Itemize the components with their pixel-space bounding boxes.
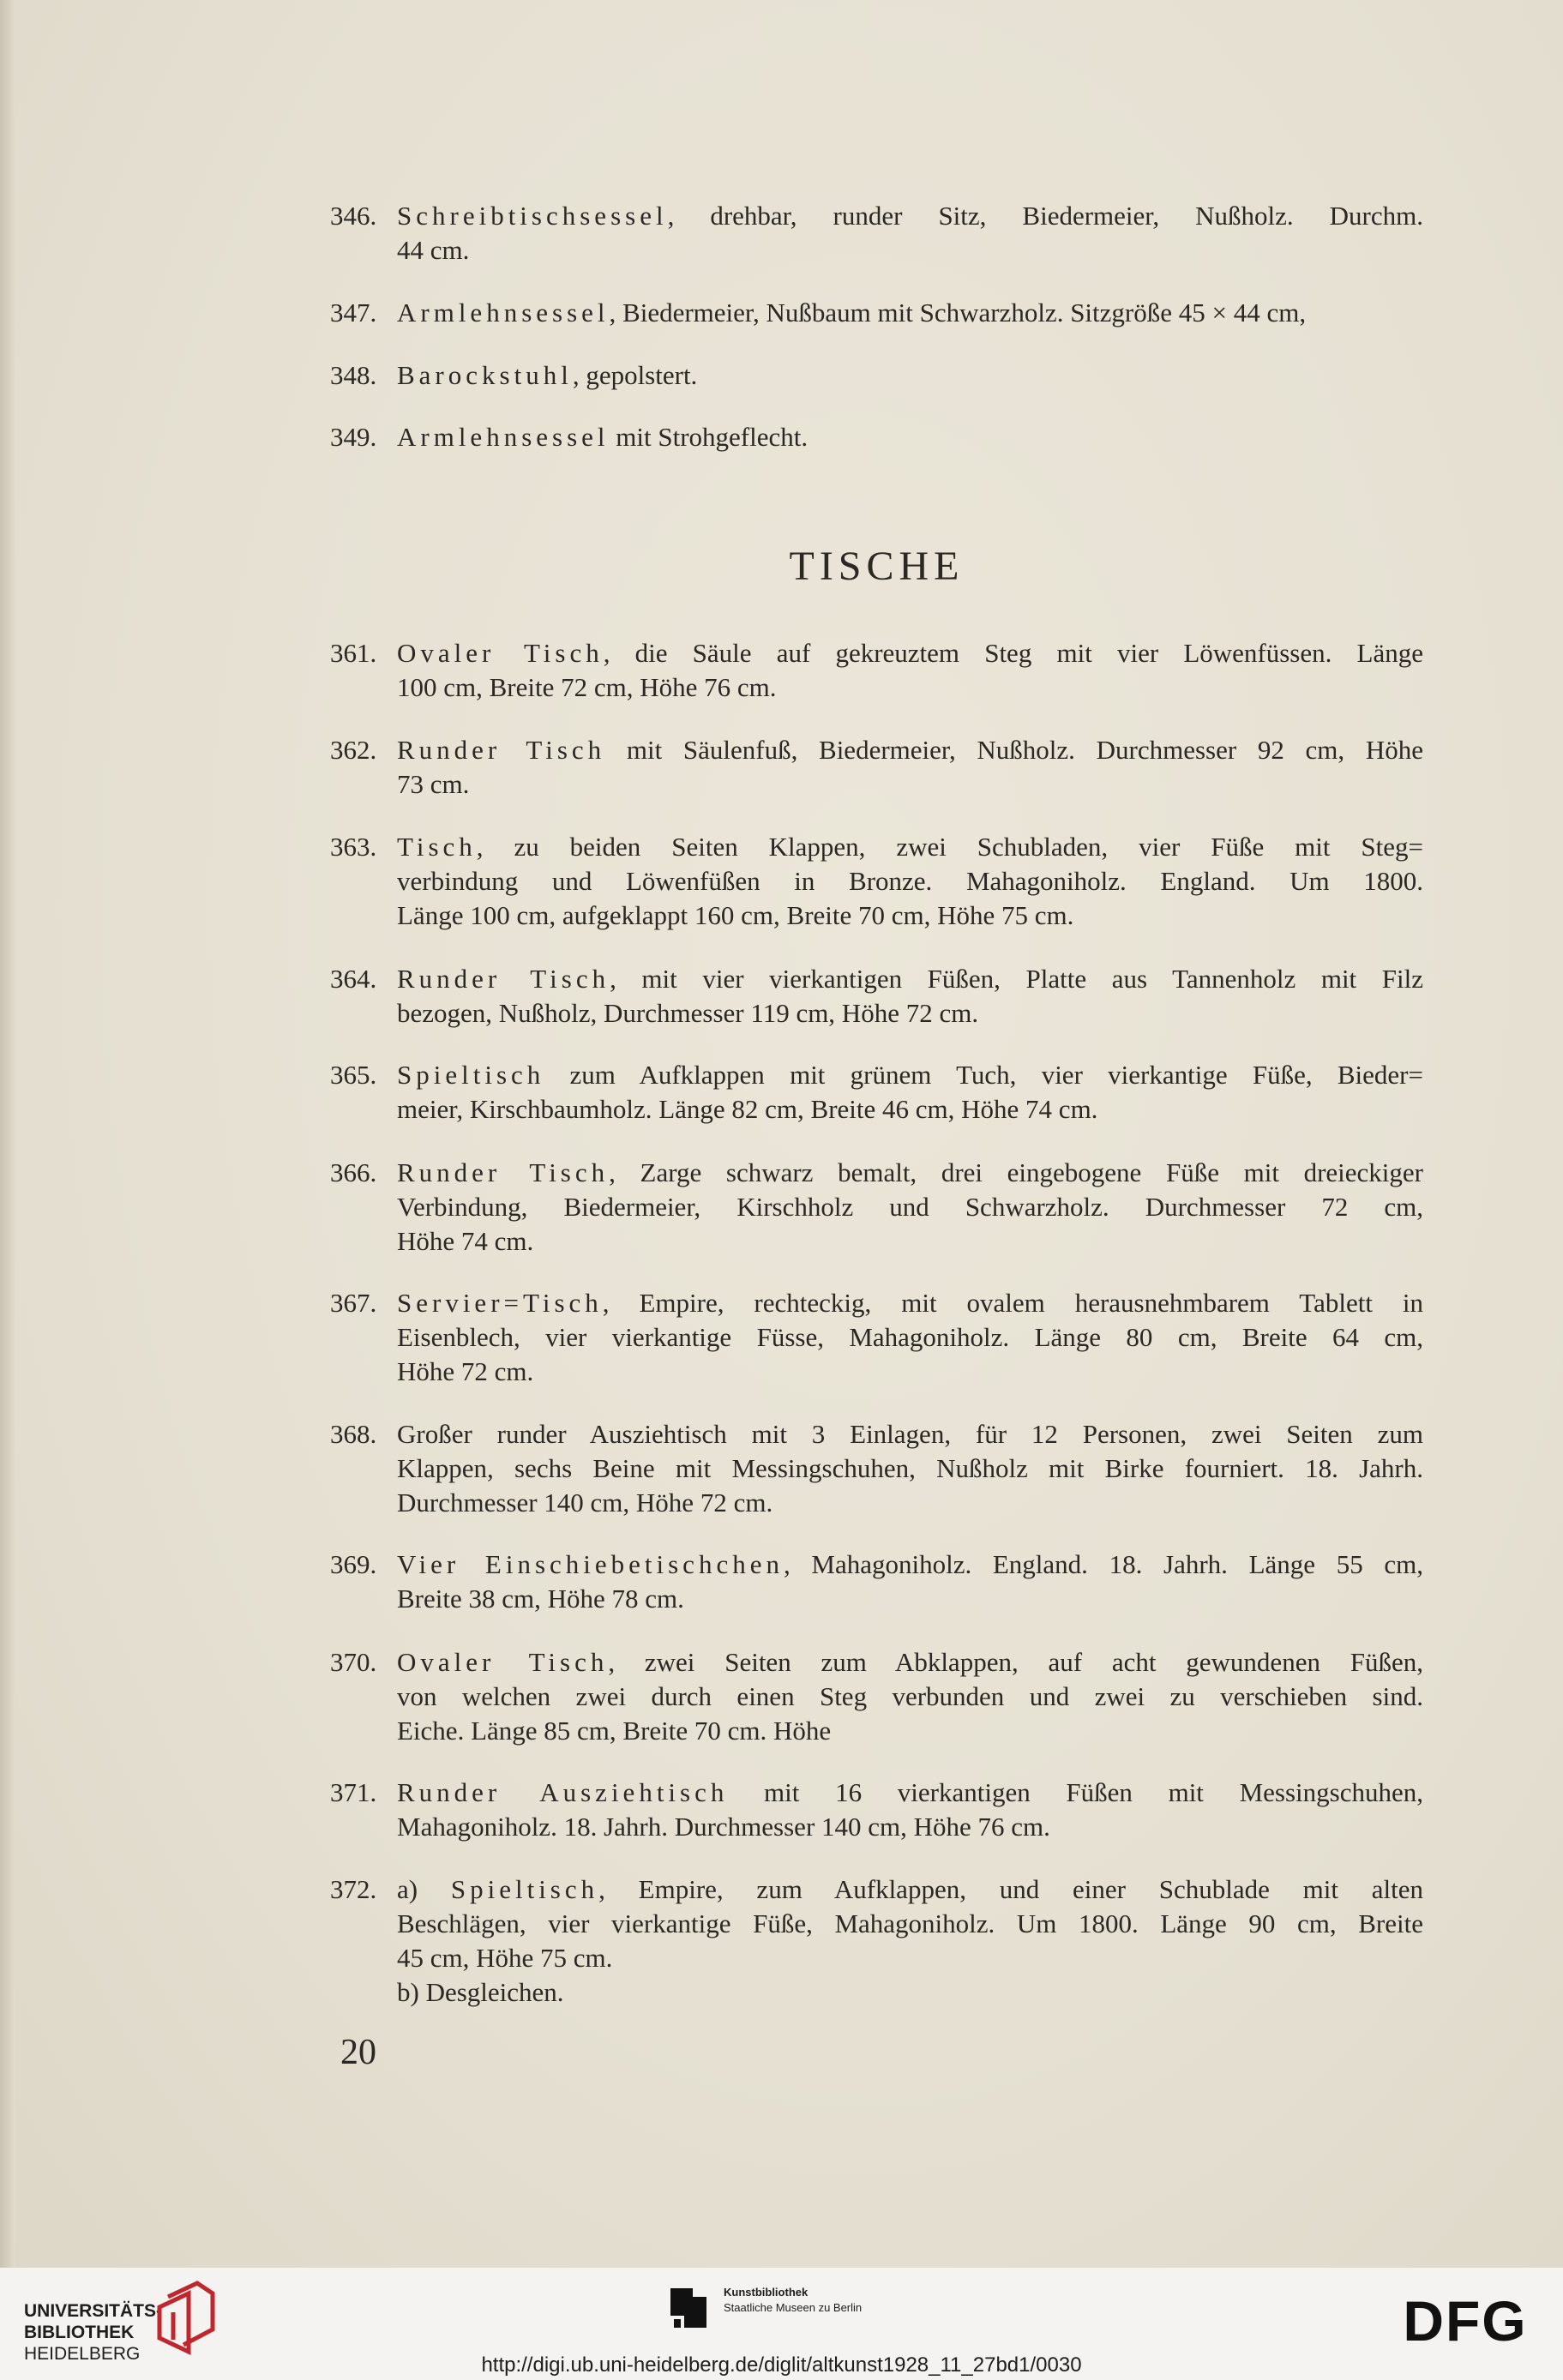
entry-title: Runder Tisch (397, 735, 606, 765)
kunstbibliothek-logo-icon[interactable] (667, 2285, 710, 2332)
entry-text: Armlehnsessel, Biedermeier, Nußbaum mit Schwarzholz. Sitzgröße 45 × 44 cm, (397, 298, 1307, 328)
dfg-logo-text: DFG (1403, 2293, 1528, 2349)
digitization-footer (0, 2268, 1563, 2380)
entry-title: Ovaler Tisch (397, 638, 604, 668)
entry-number: 362. (330, 735, 377, 765)
catalog-entry-348 (330, 358, 1423, 393)
catalog-entry-364 (330, 962, 1423, 1031)
entry-text: Runder Tisch, mit vier vierkantigen Füßen, Platte aus Tannenholz mit Filz bezogen, Nußholz, Durchmesser 119 cm, Höhe 72 cm. (397, 964, 1423, 1028)
ub-heidelberg-logo-icon[interactable] (156, 2278, 216, 2355)
entry-number: 367. (330, 1288, 377, 1318)
entry-text: Ovaler Tisch, zwei Seiten zum Abklappen, auf acht gewundenen Füßen, von welchen zwei durch einen Steg verbunden und zwei zu verschieben sind. Eiche. Länge 85 cm, Breite 70 cm. Höhe (397, 1647, 1423, 1746)
kunstbibliothek-wordmark[interactable]: Kunstbibliothek Staatliche Museen zu Berlin (724, 2286, 863, 2314)
entry-text: Runder Ausziehtisch mit 16 vierkantigen Füßen mit Messingschuhen, Mahagoniholz. 18. Jahrh. Durchmesser 140 cm, Höhe 76 cm. (397, 1777, 1423, 1842)
entry-number: 363. (330, 832, 377, 862)
entry-text: Runder Tisch mit Säulenfuß, Biedermeier, Nußholz. Durchmesser 92 cm, Höhe 73 cm. (397, 735, 1423, 799)
entry-number: 365. (330, 1060, 377, 1090)
ub-heidelberg-wordmark[interactable]: UNIVERSITÄTS- BIBLIOTHEK HEIDELBERG (24, 2301, 163, 2364)
entry-title: Spieltisch (450, 1874, 599, 1904)
catalog-entry-347 (330, 296, 1423, 330)
catalog-entry-362 (330, 733, 1423, 802)
entry-text: Servier=Tisch, Empire, rechteckig, mit ovalem herausnehmbarem Tablett in Eisenblech, vier vierkantige Füsse, Mahagoniholz. Länge 80 cm, Breite 64 cm, Höhe 72 cm. (397, 1288, 1423, 1386)
entry-title: Vier Einschiebetischchen (397, 1549, 784, 1579)
catalog-entry-369 (330, 1548, 1423, 1616)
entry-text: Armlehnsessel mit Strohgeflecht. (397, 422, 809, 452)
entry-number: 348. (330, 360, 377, 390)
entry-text: Tisch, zu beiden Seiten Klappen, zwei Schubladen, vier Füße mit Steg= verbindung und Löwenfüßen in Bronze. Mahagoniholz. England. Um 1800. Länge 100 cm, aufgeklappt 160 cm, Breite 70 cm, Höhe 75 cm. (397, 832, 1423, 930)
catalog-entry-367 (330, 1286, 1423, 1389)
catalog-entry-346 (330, 199, 1423, 267)
entry-text: a) Spieltisch, Empire, zum Aufklappen, und einer Schublade mit alten Beschlägen, vier vierkantige Füße, Mahagoniholz. Um 1800. Länge 90 cm, Breite 45 cm, Höhe 75 cm. b) Desgleichen. (397, 1874, 1423, 2007)
entry-number: 369. (330, 1549, 377, 1579)
entry-title: Barockstuhl (397, 360, 573, 390)
entry-title: Ovaler Tisch (397, 1647, 609, 1677)
entry-title: Runder Ausziehtisch (397, 1777, 729, 1807)
entry-number: 372. (330, 1874, 377, 1904)
entry-title: Spieltisch (397, 1060, 545, 1090)
entry-title: Armlehnsessel (397, 298, 610, 328)
entry-text: Schreibtischsessel, drehbar, runder Sitz, Biedermeier, Nußholz. Durchm. 44 cm. (397, 201, 1423, 265)
entry-number: 370. (330, 1647, 377, 1677)
page-number: 20 (340, 2033, 376, 2072)
entry-number: 349. (330, 422, 377, 452)
entry-title: Servier=Tisch (397, 1288, 603, 1318)
entry-text: Großer runder Ausziehtisch mit 3 Einlagen, für 12 Personen, zwei Seiten zum Klappen, sechs Beine mit Messingschuhen, Nußholz mit Birke fourniert. 18. Jahrh. Durchmesser 140 cm, Höhe 72 cm. (397, 1419, 1423, 1518)
entry-number: 371. (330, 1777, 377, 1807)
entry-number: 347. (330, 298, 377, 328)
entry-number: 368. (330, 1419, 377, 1449)
entry-text: Spieltisch zum Aufklappen mit grünem Tuch, vier vierkantige Füße, Bieder= meier, Kirschbaumholz. Länge 82 cm, Breite 46 cm, Höhe 74 cm. (397, 1060, 1423, 1124)
entry-text: Runder Tisch, Zarge schwarz bemalt, drei eingebogene Füße mit dreieckiger Verbindung, Biedermeier, Kirschholz und Schwarzholz. Durchmesser 72 cm, Höhe 74 cm. (397, 1157, 1423, 1256)
catalog-entry-372 (330, 1872, 1423, 2010)
permalink-url[interactable]: http://digi.ub.uni-heidelberg.de/diglit/altkunst1928_11_27bd1/0030 (481, 2353, 1082, 2377)
entry-title: Runder Tisch (397, 1157, 610, 1187)
entry-text: Vier Einschiebetischchen, Mahagoniholz. England. 18. Jahrh. Länge 55 cm, Breite 38 cm, Höhe 78 cm. (397, 1549, 1423, 1614)
catalog-entry-366 (330, 1156, 1423, 1259)
entry-title: Tisch (397, 832, 477, 862)
entry-text: Ovaler Tisch, die Säule auf gekreuztem Steg mit vier Löwenfüssen. Länge 100 cm, Breite 72 cm, Höhe 76 cm. (397, 638, 1423, 702)
entry-title: Armlehnsessel (397, 422, 610, 452)
catalog-entry-363 (330, 830, 1423, 933)
catalog-entry-361 (330, 636, 1423, 705)
catalog-entry-371 (330, 1776, 1423, 1844)
entry-number: 366. (330, 1157, 377, 1187)
catalog-entry-370 (330, 1645, 1423, 1748)
catalog-entry-365 (330, 1058, 1423, 1127)
dfg-logo-icon[interactable] (1389, 2293, 1542, 2349)
entry-title: Runder Tisch (397, 964, 610, 994)
entry-number: 361. (330, 638, 377, 668)
entry-number: 346. (330, 201, 377, 231)
entry-title: Schreibtischsessel (397, 201, 668, 231)
entry-number: 364. (330, 964, 377, 994)
entry-text: Barockstuhl, gepolstert. (397, 360, 698, 390)
page-edge (0, 0, 15, 2268)
catalog-entry-349 (330, 420, 1423, 454)
section-title: TISCHE (789, 544, 965, 589)
catalog-entry-368 (330, 1417, 1423, 1520)
